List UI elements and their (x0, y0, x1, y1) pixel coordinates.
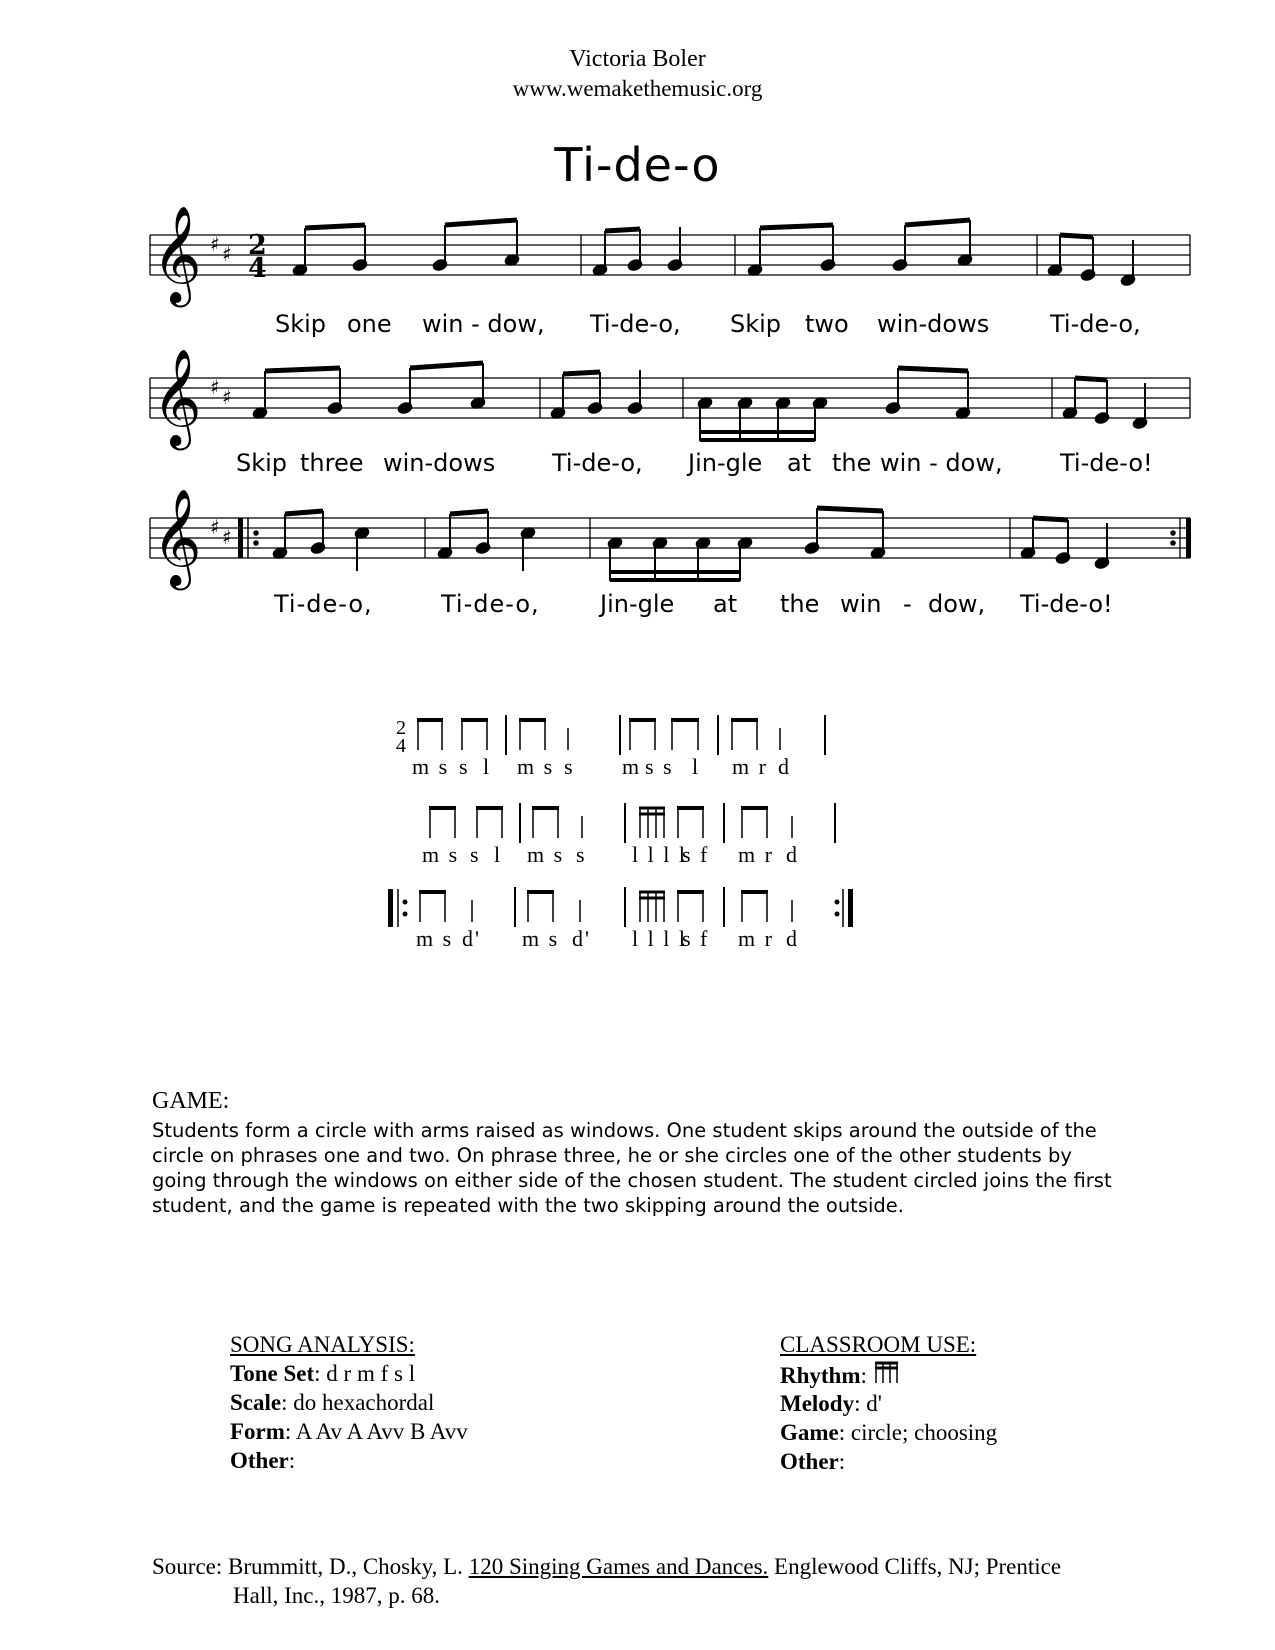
lyric: Ti-de-o, (274, 590, 373, 618)
svg-text:♯: ♯ (222, 525, 232, 549)
notes (272, 508, 1109, 581)
scale-value: do hexachordal (293, 1390, 435, 1415)
source-label: Source: (152, 1554, 223, 1579)
solfege: m s (517, 754, 555, 779)
lyric: Ti-de-o, (441, 590, 540, 618)
form-value: A Av A Avv B Avv (295, 1419, 468, 1444)
solfege: m r (738, 926, 774, 951)
classroom-use: CLASSROOM USE: Rhythm: Melody: d' Game: circle; choosing Other: (780, 1330, 1200, 1476)
rhythm-line-1 (0, 710, 1275, 780)
lyric: Skip (730, 310, 782, 338)
rhythm-label: Rhythm (780, 1363, 861, 1388)
classroom-use-heading: CLASSROOM USE: (780, 1332, 977, 1357)
scale-label: Scale (230, 1390, 282, 1415)
lyric: one (347, 310, 392, 338)
author-name: Victoria Boler (569, 46, 706, 72)
tone-set-value: d r m f s l (326, 1361, 416, 1386)
solfege: l (692, 754, 701, 779)
lyric: - (903, 590, 912, 618)
lyric: win-dows (383, 449, 496, 477)
solfege: m s (522, 926, 560, 951)
solfege: d (778, 754, 791, 779)
lyric: win-dows (877, 310, 990, 338)
solfege: m s (527, 842, 565, 867)
source-citation (152, 1552, 1152, 1610)
lyric: Skip (236, 449, 288, 477)
solfege: s (459, 754, 470, 779)
solfege: d' (572, 926, 591, 951)
other-label: Other (230, 1448, 289, 1473)
repeat-start-icon (238, 518, 243, 558)
form-label: Form (230, 1419, 285, 1444)
source-publisher: Englewood Cliffs, NJ; Prentice (774, 1554, 1062, 1579)
rhythm-line-3 (0, 882, 1275, 952)
solfege: d (786, 842, 799, 867)
time-signature-top: 2 (396, 717, 406, 739)
lyric: the (780, 590, 820, 618)
staff-line-1 (0, 205, 1275, 338)
melody-value: d' (866, 1391, 882, 1416)
lyric: Ti-de-o! (1020, 590, 1113, 618)
solfege: d (786, 926, 799, 951)
lyric: at (787, 449, 812, 477)
lyrics-line-3 (273, 590, 1113, 618)
key-signature-sharps: ♯ (210, 232, 220, 256)
source-continuation: Hall, Inc., 1987, p. 68. (233, 1583, 440, 1608)
lyric: Skip (275, 310, 327, 338)
tone-set-label: Tone Set (230, 1361, 315, 1386)
solfege: s f (682, 842, 710, 867)
game-label: Game (780, 1420, 839, 1445)
solfege: l l l l (632, 926, 687, 951)
source-book-title: 120 Singing Games and Dances. (468, 1554, 769, 1579)
lyric: win - dow, (880, 449, 1003, 477)
treble-clef-icon: 𝄞 (152, 348, 202, 446)
source-authors: Brummitt, D., Chosky, L. (228, 1554, 463, 1579)
song-analysis-heading: SONG ANALYSIS: (230, 1332, 415, 1357)
four-sixteenth-notes-icon (873, 1361, 903, 1385)
solfege: s (564, 754, 575, 779)
solfege: m s (422, 842, 460, 867)
time-signature-top: 2 (248, 230, 267, 261)
solfege: s (576, 842, 587, 867)
rhythm-line-2 (0, 798, 1275, 868)
lyric: Ti-de-o, (552, 449, 643, 477)
solfege: m s (416, 926, 454, 951)
solfege: s s (645, 754, 674, 779)
notes (292, 220, 1135, 286)
solfege: m r (738, 842, 774, 867)
solfege: d' (462, 926, 481, 951)
lyric: Jin-gle (600, 590, 675, 618)
solfege: l (483, 754, 492, 779)
solfege: s (470, 842, 481, 867)
lyric: Ti-de-o, (590, 310, 681, 338)
lyrics-line-1 (275, 310, 1141, 338)
lyrics-line-2 (236, 449, 1153, 477)
time-signature-bottom: 4 (248, 253, 267, 284)
solfege: l (494, 842, 503, 867)
game-heading: GAME: (152, 1088, 230, 1114)
time-signature-bottom: 4 (396, 735, 406, 757)
svg-text:♯: ♯ (222, 242, 232, 266)
solfege: m (622, 754, 642, 779)
game-description: Students form a circle with arms raised as windows. One student skips around the outside of the circle on phrases one and two. On phrase three, he or she circles one of the other students by going through the windows on either side of the chosen student. The student circled joins the first student, and the game is repeated with the two skipping around the outside. (152, 1119, 1112, 1217)
lyric: the (832, 449, 872, 477)
solfege: m s (412, 754, 450, 779)
lyric: Jin-gle (688, 449, 763, 477)
melody-label: Melody (780, 1391, 855, 1416)
solfege: m r (732, 754, 768, 779)
notes (252, 363, 1147, 441)
treble-clef-icon: 𝄞 (152, 488, 202, 586)
repeat-end-icon (1186, 518, 1191, 558)
lyric: Ti-de-o! (1060, 449, 1153, 477)
lyric: three (300, 449, 364, 477)
song-analysis: SONG ANALYSIS: Tone Set: d r m f s l Scale: do hexachordal Form: A Av A Avv B Avv Other: (230, 1330, 690, 1475)
lyric: Ti-de-o, (1050, 310, 1141, 338)
key-signature-sharps: ♯ (210, 375, 220, 399)
lyric: at (713, 590, 738, 618)
lyric: two (805, 310, 849, 338)
solfege: s f (682, 926, 710, 951)
game-value: circle; choosing (850, 1420, 998, 1445)
staff-line-3 (0, 478, 1275, 618)
website-url: www.wemakethemusic.org (512, 76, 763, 101)
lyric: win - dow, (422, 310, 545, 338)
svg-text:♯: ♯ (222, 385, 232, 409)
lyric: dow, (928, 590, 986, 618)
classroom-other-label: Other (780, 1449, 839, 1474)
key-signature-sharps: ♯ (210, 515, 220, 539)
song-title: Ti-de-o (554, 138, 721, 192)
solfege: l l l l (632, 842, 687, 867)
staff-line-2 (0, 343, 1275, 477)
treble-clef-icon: 𝄞 (152, 205, 202, 303)
lyric: win (840, 590, 882, 618)
